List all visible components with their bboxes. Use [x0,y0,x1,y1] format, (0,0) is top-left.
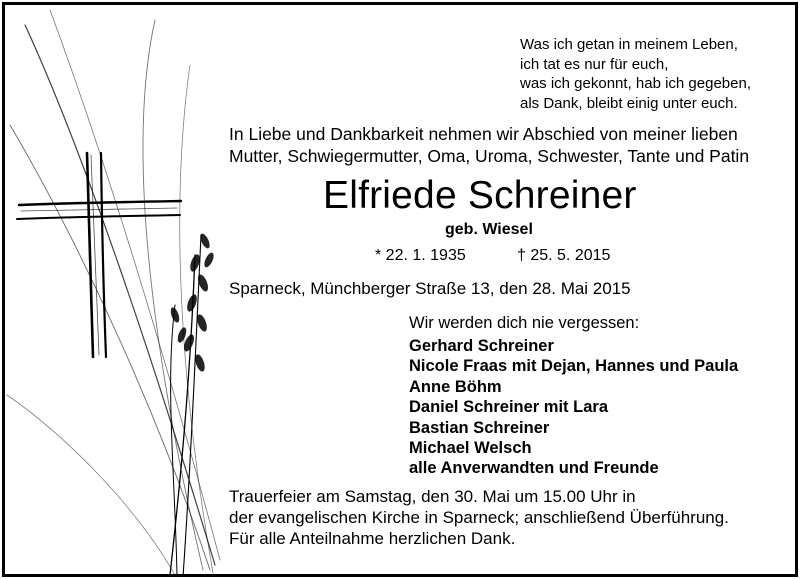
maiden-name: geb. Wiesel [445,221,533,238]
mourner-name: Gerhard Schreiner [409,337,554,355]
service-info [229,486,729,528]
mourner-name: Anne Böhm [409,377,502,396]
poem-line: was ich gekonnt, hab ich gegeben, [520,75,751,92]
mourner-name: alle Anverwandten und Freunde [409,459,659,478]
mourners-intro: Wir werden dich nie vergessen: [409,314,640,332]
cross-with-wheat-artwork [5,5,235,577]
obituary-notice [2,2,798,577]
poem-line: Was ich getan in meinem Leben, [520,36,738,53]
poem [520,35,751,113]
deceased-name: Elfriede Schreiner [323,174,637,217]
place-and-date: Sparneck, Münchberger Straße 13, den 28. Mai 2015 [229,279,631,298]
service-line: der evangelischen Kirche in Sparneck; anschließend Überführung. [229,508,729,527]
service-line: Trauerfeier am Samstag, den 30. Mai um 15.00 Uhr in [229,487,636,506]
mourner-name: Daniel Schreiner mit Lara [409,398,608,417]
mourners-list [409,336,738,479]
birth-date: * 22. 1. 1935 [375,247,466,264]
intro-line: In Liebe und Dankbarkeit nehmen wir Abschied von meiner lieben [229,124,738,144]
poem-line: ich tat es nur für euch, [520,55,669,73]
death-date: † 25. 5. 2015 [517,247,611,264]
intro-text [229,123,749,167]
poem-line: als Dank, bleibt einig unter euch. [520,94,738,112]
mourner-name: Bastian Schreiner [409,418,550,437]
intro-line: Mutter, Schwiegermutter, Oma, Uroma, Schwester, Tante und Patin [229,146,750,166]
mourner-name: Nicole Fraas mit Dejan, Hannes und Paula [409,357,739,376]
thanks-line: Für alle Anteilnahme herzlichen Dank. [229,529,516,548]
mourner-name: Michael Welsch [409,439,532,458]
